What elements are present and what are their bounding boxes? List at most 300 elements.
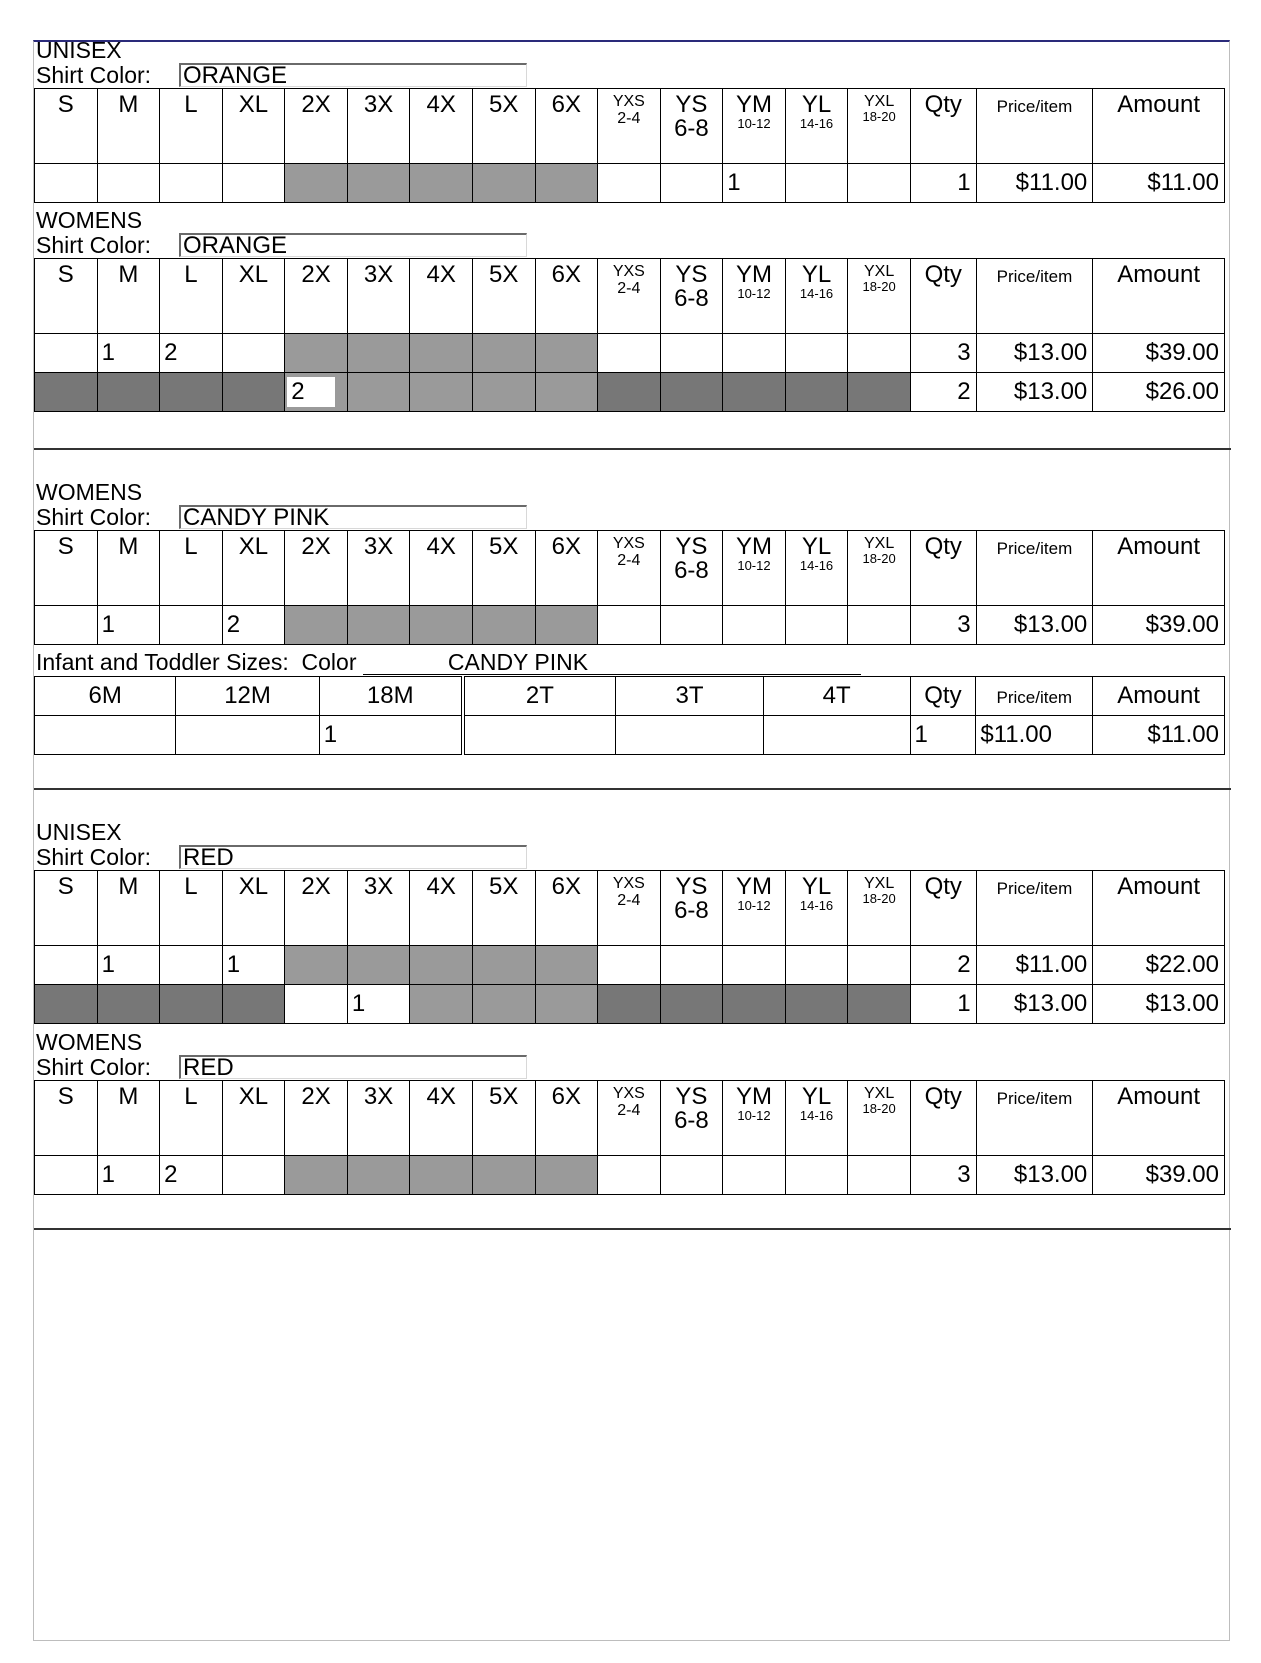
price-header-label: Price/item: [996, 539, 1073, 558]
size-cell-value[interactable]: 2: [287, 377, 335, 407]
size-header-l: [160, 89, 223, 164]
size-header-range: 10-12: [737, 558, 771, 573]
size-header-ym: [723, 89, 786, 164]
amount-header: [1093, 89, 1225, 164]
shirt-color-field[interactable]: ORANGE: [179, 63, 527, 87]
size-header-label: YXS: [612, 263, 645, 280]
size-cell-ym[interactable]: [723, 606, 786, 645]
size-cell-6x: [535, 373, 598, 412]
size-cell-5x: [472, 373, 535, 412]
size-header-range: 14-16: [799, 558, 834, 573]
qty-cell[interactable]: 3: [910, 334, 976, 373]
size-header-label: 5X: [489, 873, 519, 900]
infant-header-6m: 6M: [35, 677, 176, 716]
size-header-label: L: [184, 533, 198, 560]
size-cell-xl[interactable]: [222, 164, 285, 203]
size-cell-2x[interactable]: [285, 985, 348, 1024]
size-header-s: [35, 871, 98, 946]
size-header-label: S: [57, 533, 74, 560]
size-cell-ym[interactable]: 1: [723, 164, 786, 203]
size-header-yxs: [598, 89, 661, 164]
size-header-range: 2-4: [617, 1102, 641, 1119]
size-header-range: 14-16: [799, 898, 834, 913]
size-cell-5x: [472, 334, 535, 373]
size-cell-m: [97, 373, 160, 412]
amount-cell: $13.00: [1093, 985, 1225, 1024]
size-header-6x: [535, 531, 598, 606]
size-cell-yl[interactable]: [785, 164, 848, 203]
size-header-ys: [660, 871, 723, 946]
size-header-label: YM: [735, 261, 772, 288]
size-cell-4x: [410, 946, 473, 985]
section-title: WOMENS: [36, 1029, 143, 1055]
infant-header-2t: 2T: [463, 677, 616, 716]
size-cell-yl[interactable]: [785, 1156, 848, 1195]
size-header-3x: [347, 89, 410, 164]
shirt-color-label: Shirt Color:: [36, 844, 152, 870]
size-cell-yl: [785, 373, 848, 412]
infant-header-12m: 12M: [176, 677, 319, 716]
size-cell-yxs[interactable]: [598, 946, 661, 985]
size-header-yxl: [848, 89, 911, 164]
size-header-range: 18-20: [862, 551, 896, 566]
size-cell-yxl[interactable]: [848, 946, 911, 985]
size-cell-yxl[interactable]: [848, 164, 911, 203]
size-cell-ys: [660, 985, 723, 1024]
size-header-label: YXS: [612, 535, 645, 552]
size-header-label: YL: [801, 1083, 832, 1110]
size-cell-l[interactable]: [160, 606, 223, 645]
size-header-yl: [785, 1081, 848, 1156]
qty-header: [910, 1081, 976, 1156]
shirt-color-label: Shirt Color:: [36, 1054, 152, 1080]
size-header-m: [97, 1081, 160, 1156]
size-cell-ys[interactable]: [660, 164, 723, 203]
shirt-color-label: Shirt Color:: [36, 504, 152, 530]
size-header-label: YS: [675, 1083, 708, 1110]
size-header-label: YS: [675, 873, 708, 900]
size-header-yxl: [848, 871, 911, 946]
size-header-label: 2X: [301, 873, 331, 900]
amount-header-label: Amount: [1117, 91, 1200, 118]
amount-cell: $39.00: [1093, 606, 1225, 645]
size-header-label: 3X: [363, 1083, 394, 1110]
order-row: [35, 606, 1225, 645]
size-cell-l[interactable]: [160, 946, 223, 985]
size-header-label: 5X: [489, 533, 519, 560]
size-cell-2x: [285, 946, 348, 985]
size-header-label: YXL: [863, 875, 895, 892]
size-cell-ys[interactable]: [660, 334, 723, 373]
size-header-label: 2X: [301, 1083, 331, 1110]
size-cell-yxs[interactable]: [598, 164, 661, 203]
size-header-5x: [472, 531, 535, 606]
size-header-yl: [785, 531, 848, 606]
amount-header-label: Amount: [1117, 261, 1200, 288]
size-header-label: 4X: [426, 1083, 456, 1110]
size-cell-m[interactable]: [97, 164, 160, 203]
size-header-l: [160, 259, 223, 334]
size-cell-6x: [535, 946, 598, 985]
size-header-range: 2-4: [617, 552, 641, 569]
size-header-4x: [410, 531, 473, 606]
size-cell-6x: [535, 985, 598, 1024]
size-cell-l[interactable]: [160, 164, 223, 203]
price-header: [976, 259, 1093, 334]
size-header-m: [97, 531, 160, 606]
size-cell-yxl: [848, 985, 911, 1024]
size-header-ym: [723, 531, 786, 606]
qty-header-label: Qty: [924, 91, 962, 118]
size-header-label: 2X: [301, 91, 331, 118]
size-header-xl: [222, 871, 285, 946]
section-title: UNISEX: [36, 819, 122, 845]
size-cell-yxl[interactable]: [848, 1156, 911, 1195]
size-cell-xl[interactable]: [222, 334, 285, 373]
size-header-label: YXL: [863, 263, 895, 280]
size-cell-s[interactable]: [35, 334, 98, 373]
size-cell-xl: [222, 373, 285, 412]
size-header-xl: [222, 1081, 285, 1156]
price-cell: $13.00: [976, 334, 1093, 373]
size-header-label: M: [118, 873, 139, 900]
infant-color-value: CANDY PINK: [447, 649, 589, 675]
size-header-yxl: [848, 531, 911, 606]
size-header-yxs: [598, 1081, 661, 1156]
size-cell-xl[interactable]: 2: [222, 606, 285, 645]
size-header-range: 18-20: [862, 1101, 896, 1116]
size-cell-2x: [285, 1156, 348, 1195]
qty-header: [910, 677, 976, 716]
size-header-5x: [472, 259, 535, 334]
qty-cell[interactable]: 1: [910, 164, 976, 203]
size-header-label: YM: [735, 873, 772, 900]
size-cell-6x: [535, 606, 598, 645]
infant-cell-6m[interactable]: [35, 716, 176, 755]
size-header-ys: [660, 89, 723, 164]
infant-header-3t: 3T: [616, 677, 764, 716]
size-header-range: 10-12: [737, 1108, 771, 1123]
size-header-ym: [723, 1081, 786, 1156]
amount-header: [1093, 531, 1225, 606]
size-header-label: M: [118, 91, 139, 118]
size-header-label: XL: [238, 91, 269, 118]
infant-cell-12m[interactable]: [176, 716, 319, 755]
infant-toddler-title: Infant and Toddler Sizes:: [36, 649, 289, 675]
size-cell-s[interactable]: [35, 1156, 98, 1195]
qty-cell[interactable]: 1: [910, 985, 976, 1024]
qty-header-label: Qty: [924, 533, 962, 560]
size-cell-4x: [410, 334, 473, 373]
size-header-range: 6-8: [674, 897, 709, 924]
size-header-label: 2X: [301, 261, 331, 288]
size-header-label: YXS: [612, 875, 645, 892]
size-cell-s[interactable]: [35, 164, 98, 203]
size-header-s: [35, 1081, 98, 1156]
qty-cell[interactable]: 2: [910, 373, 976, 412]
size-header-label: XL: [238, 261, 269, 288]
price-header-label: Price/item: [996, 267, 1073, 286]
size-cell-yxs: [598, 985, 661, 1024]
size-header-label: YXL: [863, 535, 895, 552]
size-cell-m[interactable]: 1: [97, 946, 160, 985]
size-header-label: 4X: [426, 261, 456, 288]
size-table: [34, 530, 1225, 645]
qty-cell[interactable]: 3: [910, 606, 976, 645]
price-header-label: Price/item: [996, 688, 1073, 707]
order-row: [35, 985, 1225, 1024]
size-header-range: 6-8: [674, 1107, 709, 1134]
shirt-color-field[interactable]: RED: [179, 1055, 527, 1079]
qty-cell[interactable]: 2: [910, 946, 976, 985]
size-header-range: 14-16: [799, 286, 834, 301]
price-header: [976, 871, 1093, 946]
size-cell-5x: [472, 1156, 535, 1195]
size-header-6x: [535, 89, 598, 164]
size-header-l: [160, 871, 223, 946]
size-header-range: 2-4: [617, 892, 641, 909]
price-header: [976, 1081, 1093, 1156]
size-cell-m[interactable]: 1: [97, 606, 160, 645]
size-header-2x: [285, 89, 348, 164]
size-cell-yxl[interactable]: [848, 334, 911, 373]
size-header-label: S: [57, 261, 74, 288]
size-header-range: 14-16: [799, 116, 834, 131]
size-cell-yl: [785, 985, 848, 1024]
section-divider: [34, 448, 1231, 450]
infant-order-row: [35, 716, 1225, 755]
shirt-color-field[interactable]: RED: [179, 845, 527, 869]
size-cell-xl[interactable]: 1: [222, 946, 285, 985]
size-cell-l[interactable]: 2: [160, 334, 223, 373]
size-header-label: L: [184, 91, 198, 118]
size-header-label: YL: [801, 261, 832, 288]
size-header-label: YL: [801, 873, 832, 900]
size-header-label: L: [184, 261, 198, 288]
section-title: WOMENS: [36, 479, 143, 505]
section-title: UNISEX: [36, 37, 122, 63]
size-header-range: 14-16: [799, 1108, 834, 1123]
order-row: [35, 373, 1225, 412]
size-header-label: 3X: [363, 261, 394, 288]
size-header-label: S: [57, 1083, 74, 1110]
size-table: [34, 1080, 1225, 1195]
size-cell-4x: [410, 1156, 473, 1195]
size-cell-3x[interactable]: 1: [347, 985, 410, 1024]
amount-header: [1093, 871, 1225, 946]
shirt-color-field[interactable]: ORANGE: [179, 233, 527, 257]
size-header-range: 10-12: [737, 286, 771, 301]
size-cell-3x: [347, 164, 410, 203]
size-header-3x: [347, 259, 410, 334]
size-header-range: 10-12: [737, 116, 771, 131]
size-header-label: L: [184, 1083, 198, 1110]
size-cell-ys[interactable]: [660, 606, 723, 645]
size-header-range: 6-8: [674, 115, 709, 142]
price-cell: $11.00: [976, 716, 1093, 755]
size-header-label: YM: [735, 533, 772, 560]
shirt-color-field[interactable]: CANDY PINK: [179, 505, 527, 529]
size-table: [34, 258, 1225, 412]
size-cell-3x: [347, 946, 410, 985]
size-header-label: 3X: [363, 533, 394, 560]
size-header-yxs: [598, 259, 661, 334]
size-header-2x: [285, 1081, 348, 1156]
size-header-label: M: [118, 533, 139, 560]
size-header-label: 2X: [301, 533, 331, 560]
size-header-label: YXL: [863, 93, 895, 110]
price-cell: $13.00: [976, 985, 1093, 1024]
amount-cell: $39.00: [1093, 1156, 1225, 1195]
size-cell-s[interactable]: [35, 606, 98, 645]
qty-cell[interactable]: 1: [910, 716, 976, 755]
size-cell-m[interactable]: 1: [97, 334, 160, 373]
qty-header-label: Qty: [924, 1083, 962, 1110]
size-cell-xl: [222, 985, 285, 1024]
size-header-xl: [222, 89, 285, 164]
size-cell-ys: [660, 373, 723, 412]
size-header-label: 6X: [551, 873, 581, 900]
size-header-range: 18-20: [862, 109, 896, 124]
size-header-3x: [347, 871, 410, 946]
size-cell-ym[interactable]: [723, 1156, 786, 1195]
size-cell-6x: [535, 1156, 598, 1195]
infant-cell-2t[interactable]: [463, 716, 616, 755]
size-header-label: 6X: [551, 1083, 581, 1110]
size-header-label: XL: [238, 533, 269, 560]
price-header-label: Price/item: [996, 879, 1073, 898]
size-header-ys: [660, 259, 723, 334]
size-cell-5x: [472, 946, 535, 985]
size-header-label: 6X: [551, 91, 581, 118]
qty-header-label: Qty: [924, 682, 962, 709]
size-cell-l[interactable]: 2: [160, 1156, 223, 1195]
size-header-l: [160, 531, 223, 606]
size-cell-ym[interactable]: [723, 946, 786, 985]
size-header-label: YXS: [612, 1085, 645, 1102]
infant-cell-18m[interactable]: 1: [319, 716, 462, 755]
size-header-label: 5X: [489, 91, 519, 118]
size-header-ym: [723, 871, 786, 946]
size-cell-yxl[interactable]: [848, 606, 911, 645]
size-cell-yxs[interactable]: [598, 334, 661, 373]
infant-color-label: Color: [301, 649, 357, 675]
size-header-range: 6-8: [674, 557, 709, 584]
size-header-5x: [472, 871, 535, 946]
size-header-label: 5X: [489, 1083, 519, 1110]
size-cell-yl[interactable]: [785, 606, 848, 645]
amount-cell: $26.00: [1093, 373, 1225, 412]
size-header-label: YS: [675, 91, 708, 118]
amount-cell: $11.00: [1093, 164, 1225, 203]
size-cell-ys[interactable]: [660, 946, 723, 985]
infant-header-18m: 18M: [319, 677, 462, 716]
size-cell-2x: [285, 606, 348, 645]
amount-header-label: Amount: [1117, 1083, 1200, 1110]
size-header-m: [97, 259, 160, 334]
qty-cell[interactable]: 3: [910, 1156, 976, 1195]
size-cell-3x: [347, 373, 410, 412]
size-header-yl: [785, 871, 848, 946]
size-cell-xl[interactable]: [222, 1156, 285, 1195]
size-header-yl: [785, 259, 848, 334]
price-header-label: Price/item: [996, 1089, 1073, 1108]
shirt-color-label: Shirt Color:: [36, 62, 152, 88]
infant-cell-4t[interactable]: [763, 716, 910, 755]
section-divider: [34, 788, 1231, 790]
size-header-label: YS: [675, 261, 708, 288]
order-row: [35, 164, 1225, 203]
size-cell-yl[interactable]: [785, 946, 848, 985]
size-header-label: XL: [238, 873, 269, 900]
size-cell-4x: [410, 985, 473, 1024]
size-header-5x: [472, 1081, 535, 1156]
size-header-s: [35, 89, 98, 164]
size-table: [34, 870, 1225, 1024]
size-header-label: 4X: [426, 873, 456, 900]
price-header: [976, 531, 1093, 606]
size-cell-yl[interactable]: [785, 334, 848, 373]
size-header-label: XL: [238, 1083, 269, 1110]
size-header-4x: [410, 89, 473, 164]
order-row: [35, 946, 1225, 985]
size-cell-yxs[interactable]: [598, 606, 661, 645]
size-cell-4x: [410, 164, 473, 203]
size-cell-2x[interactable]: [285, 373, 348, 412]
price-cell: $13.00: [976, 606, 1093, 645]
size-cell-s[interactable]: [35, 946, 98, 985]
size-header-label: 4X: [426, 91, 456, 118]
size-header-6x: [535, 259, 598, 334]
size-cell-5x: [472, 985, 535, 1024]
size-header-yxl: [848, 1081, 911, 1156]
size-header-4x: [410, 1081, 473, 1156]
infant-color-field[interactable]: [363, 650, 861, 675]
qty-header-label: Qty: [924, 261, 962, 288]
size-cell-4x: [410, 606, 473, 645]
size-header-range: 6-8: [674, 285, 709, 312]
qty-header: [910, 89, 976, 164]
price-cell: $13.00: [976, 1156, 1093, 1195]
size-cell-4x: [410, 373, 473, 412]
size-cell-ys[interactable]: [660, 1156, 723, 1195]
price-cell: $11.00: [976, 946, 1093, 985]
size-cell-5x: [472, 164, 535, 203]
size-header-label: S: [57, 91, 74, 118]
size-header-range: 2-4: [617, 110, 641, 127]
size-header-label: YM: [735, 1083, 772, 1110]
size-cell-3x: [347, 606, 410, 645]
size-cell-m[interactable]: 1: [97, 1156, 160, 1195]
amount-header: [1093, 259, 1225, 334]
size-cell-yxs: [598, 373, 661, 412]
infant-cell-3t[interactable]: [616, 716, 764, 755]
size-header-range: 10-12: [737, 898, 771, 913]
amount-cell: $22.00: [1093, 946, 1225, 985]
size-cell-5x: [472, 606, 535, 645]
infant-size-table: [34, 676, 1225, 755]
size-cell-ym: [723, 373, 786, 412]
size-header-yxs: [598, 531, 661, 606]
size-header-4x: [410, 871, 473, 946]
size-cell-yxs[interactable]: [598, 1156, 661, 1195]
size-cell-s: [35, 373, 98, 412]
size-header-3x: [347, 531, 410, 606]
size-header-label: YXL: [863, 1085, 895, 1102]
size-cell-ym[interactable]: [723, 334, 786, 373]
size-cell-s: [35, 985, 98, 1024]
amount-header-label: Amount: [1117, 682, 1200, 709]
